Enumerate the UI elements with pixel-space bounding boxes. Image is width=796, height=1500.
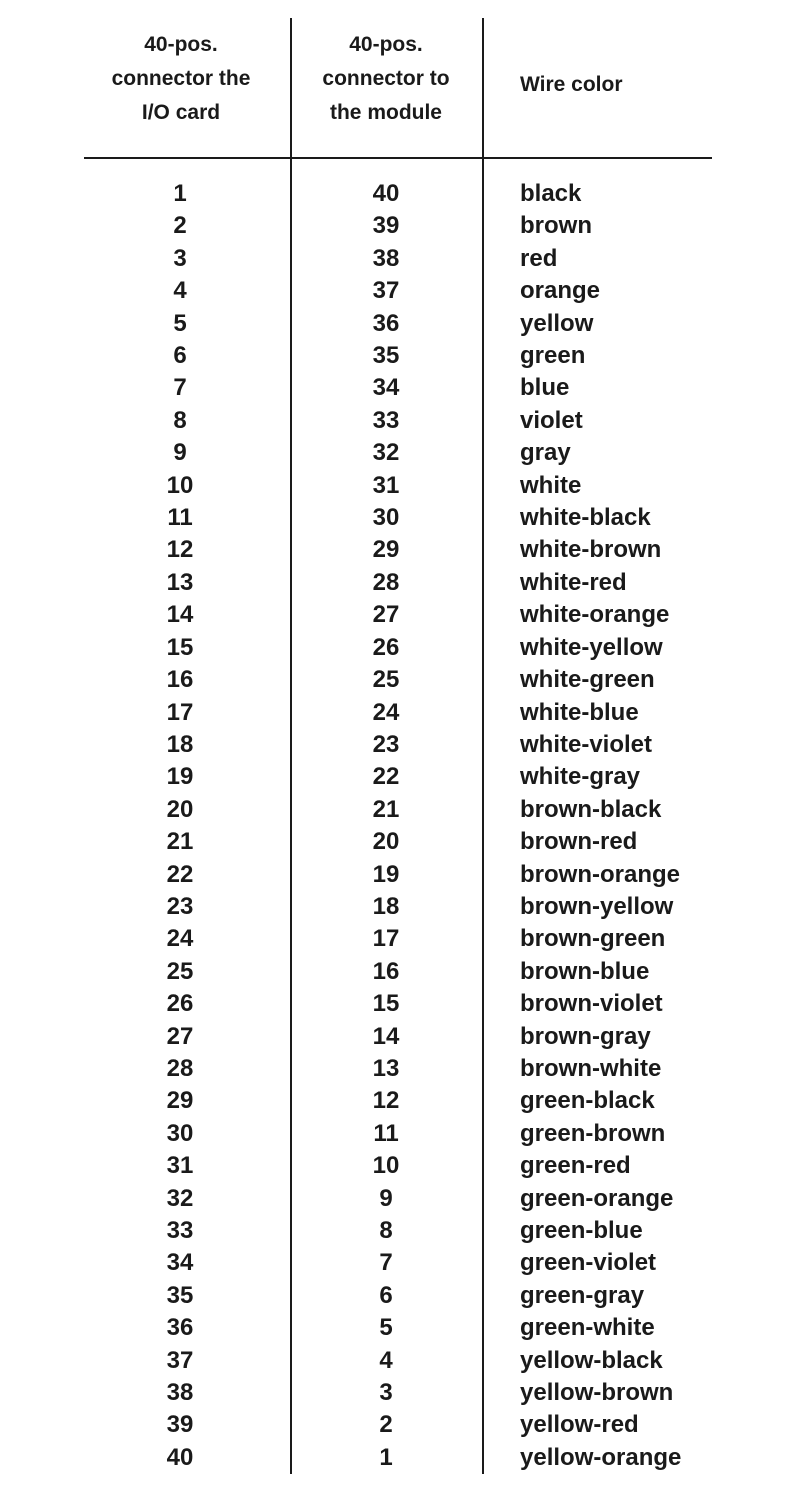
wire-color: green [520, 342, 586, 370]
io-card-pin: 25 [166, 957, 194, 985]
wire-color: green-brown [520, 1119, 666, 1147]
module-pin: 2 [379, 1411, 393, 1439]
wire-color: gray [520, 439, 571, 467]
wire-color: white-black [520, 504, 651, 532]
table-row [0, 340, 796, 372]
module-pin: 23 [372, 730, 400, 758]
table-row [0, 891, 796, 923]
header-line: connector to [322, 67, 450, 90]
table-row [0, 437, 796, 469]
table-row [0, 859, 796, 891]
table-row [0, 405, 796, 437]
module-pin: 22 [372, 763, 400, 791]
module-pin: 36 [372, 309, 400, 337]
io-card-pin: 21 [166, 828, 194, 856]
wire-color: green-orange [520, 1184, 674, 1212]
header-divider [84, 157, 712, 159]
table-row [0, 308, 796, 340]
io-card-pin: 34 [166, 1249, 194, 1277]
io-card-pin: 1 [173, 180, 187, 207]
table-row [0, 697, 796, 729]
table-row [0, 1409, 796, 1441]
wire-color: orange [520, 277, 601, 305]
io-card-pin: 7 [173, 374, 187, 402]
table-body [0, 178, 796, 1474]
wire-color: brown-orange [520, 860, 680, 888]
io-card-pin: 3 [173, 244, 187, 272]
io-card-pin: 36 [166, 1314, 194, 1342]
module-pin: 13 [372, 1054, 400, 1082]
table-row [0, 470, 796, 502]
wire-color: white-yellow [520, 633, 663, 661]
io-card-pin: 17 [166, 698, 194, 726]
header-line: connector the [111, 67, 251, 90]
io-card-pin: 27 [166, 1022, 194, 1050]
module-pin: 6 [379, 1281, 393, 1309]
module-pin: 35 [372, 342, 400, 370]
wire-color: brown [520, 212, 592, 240]
table-row [0, 534, 796, 566]
io-card-pin: 40 [166, 1443, 194, 1471]
io-card-pin: 39 [166, 1411, 194, 1439]
wire-color: green-violet [520, 1249, 657, 1277]
io-card-pin: 32 [166, 1184, 194, 1212]
io-card-pin: 30 [166, 1119, 194, 1147]
table-row [0, 1053, 796, 1085]
table-row [0, 1442, 796, 1474]
wire-color: green-black [520, 1087, 655, 1115]
wire-color: brown-white [520, 1054, 662, 1082]
module-pin: 30 [372, 504, 400, 532]
wire-color: blue [520, 374, 570, 402]
table-row [0, 1183, 796, 1215]
module-pin: 16 [372, 957, 400, 985]
table-row [0, 794, 796, 826]
wire-color: black [520, 180, 582, 207]
wire-color: white-orange [520, 601, 670, 629]
module-pin: 27 [372, 601, 400, 629]
wire-color: red [520, 244, 558, 272]
table-row [0, 178, 796, 210]
module-pin: 24 [372, 698, 400, 726]
module-pin: 9 [379, 1184, 393, 1212]
io-card-pin: 29 [166, 1087, 194, 1115]
wire-color: brown-black [520, 795, 662, 823]
io-card-pin: 38 [166, 1379, 194, 1407]
wire-color: white-gray [520, 763, 641, 791]
table-row [0, 1150, 796, 1182]
table-row [0, 1280, 796, 1312]
module-pin: 15 [372, 990, 400, 1018]
io-card-pin: 13 [166, 568, 194, 596]
io-card-pin: 26 [166, 990, 194, 1018]
table-row [0, 243, 796, 275]
module-pin: 40 [372, 180, 400, 207]
wire-color: brown-green [520, 925, 666, 953]
module-pin: 31 [372, 471, 400, 499]
wire-color: yellow-red [520, 1411, 639, 1439]
table-row [0, 1215, 796, 1247]
table-row [0, 1247, 796, 1279]
module-pin: 1 [379, 1443, 393, 1471]
io-card-pin: 2 [173, 212, 187, 240]
module-pin: 10 [372, 1152, 400, 1180]
table-row [0, 1345, 796, 1377]
wire-color: yellow [520, 309, 594, 337]
io-card-pin: 6 [173, 342, 187, 370]
io-card-pin: 35 [166, 1281, 194, 1309]
table-row [0, 567, 796, 599]
io-card-pin: 12 [166, 536, 194, 564]
header-line: the module [329, 101, 442, 124]
io-card-pin: 9 [173, 439, 187, 467]
table-row [0, 729, 796, 761]
io-card-pin: 24 [166, 925, 194, 953]
wire-color: yellow-black [520, 1346, 663, 1374]
module-pin: 32 [372, 439, 400, 467]
module-pin: 21 [372, 795, 400, 823]
module-pin: 37 [372, 277, 400, 305]
module-pin: 34 [372, 374, 400, 402]
io-card-pin: 23 [166, 892, 194, 920]
table-row [0, 826, 796, 858]
table-row [0, 372, 796, 404]
table-row [0, 761, 796, 793]
module-pin: 28 [372, 568, 400, 596]
module-pin: 18 [372, 892, 400, 920]
table-row [0, 632, 796, 664]
wire-color: white-blue [520, 698, 639, 726]
wire-color: brown-yellow [520, 892, 674, 920]
module-pin: 14 [372, 1022, 400, 1050]
wire-color: green-blue [520, 1217, 643, 1244]
io-card-pin: 22 [166, 860, 194, 888]
table-row [0, 1118, 796, 1150]
module-pin: 33 [372, 406, 400, 434]
io-card-pin: 16 [166, 666, 194, 694]
table-row [0, 1312, 796, 1344]
module-pin: 25 [372, 666, 400, 694]
module-pin: 29 [372, 536, 400, 564]
module-pin: 7 [379, 1249, 393, 1277]
wire-color: brown-gray [520, 1022, 651, 1050]
io-card-pin: 28 [166, 1054, 194, 1082]
wire-color: green-red [520, 1152, 631, 1180]
io-card-pin: 8 [173, 406, 187, 434]
module-pin: 19 [372, 860, 400, 888]
wire-color: green-white [520, 1314, 655, 1342]
wire-color: yellow-brown [520, 1379, 674, 1407]
table-row [0, 988, 796, 1020]
io-card-pin: 20 [166, 795, 194, 823]
header-module-connector [292, 28, 480, 130]
module-pin: 4 [379, 1346, 393, 1374]
module-pin: 3 [379, 1379, 393, 1407]
io-card-pin: 14 [166, 601, 194, 629]
table-row [0, 210, 796, 242]
module-pin: 17 [372, 925, 400, 953]
io-card-pin: 5 [173, 309, 187, 337]
wire-color: white-violet [520, 730, 653, 758]
header-line: I/O card [141, 101, 221, 124]
io-card-pin: 37 [166, 1346, 194, 1374]
io-card-pin: 33 [166, 1217, 194, 1244]
header-line: 40-pos. [144, 33, 218, 56]
io-card-pin: 4 [173, 277, 187, 305]
table-row [0, 275, 796, 307]
wire-color: yellow-orange [520, 1443, 682, 1471]
module-pin: 38 [372, 244, 400, 272]
wire-color: brown-blue [520, 957, 650, 985]
module-pin: 39 [372, 212, 400, 240]
wire-color: brown-red [520, 828, 638, 856]
io-card-pin: 19 [166, 763, 194, 791]
table-row [0, 1021, 796, 1053]
io-card-pin: 18 [166, 730, 194, 758]
table-row [0, 664, 796, 696]
wire-color: green-gray [520, 1281, 645, 1309]
wire-color: brown-violet [520, 990, 663, 1018]
module-pin: 26 [372, 633, 400, 661]
table-row [0, 1085, 796, 1117]
module-pin: 12 [372, 1087, 400, 1115]
io-card-pin: 10 [166, 471, 194, 499]
io-card-pin: 11 [167, 504, 193, 532]
table-row [0, 956, 796, 988]
module-pin: 5 [379, 1314, 393, 1342]
io-card-pin: 15 [166, 633, 194, 661]
table-row [0, 599, 796, 631]
module-pin: 11 [373, 1119, 399, 1147]
wire-color: white-red [520, 568, 627, 596]
module-pin: 8 [379, 1217, 393, 1244]
table-row [0, 502, 796, 534]
table-row [0, 923, 796, 955]
wire-color: violet [520, 406, 583, 434]
header-wire-color: Wire color [520, 73, 623, 96]
module-pin: 20 [372, 828, 400, 856]
wire-color: white-green [520, 666, 655, 694]
header-line: 40-pos. [349, 33, 423, 56]
wire-color: white-brown [520, 536, 662, 564]
table-row [0, 1377, 796, 1409]
io-card-pin: 31 [166, 1152, 194, 1180]
wire-color: white [520, 471, 582, 499]
header-io-card-connector [84, 28, 278, 130]
